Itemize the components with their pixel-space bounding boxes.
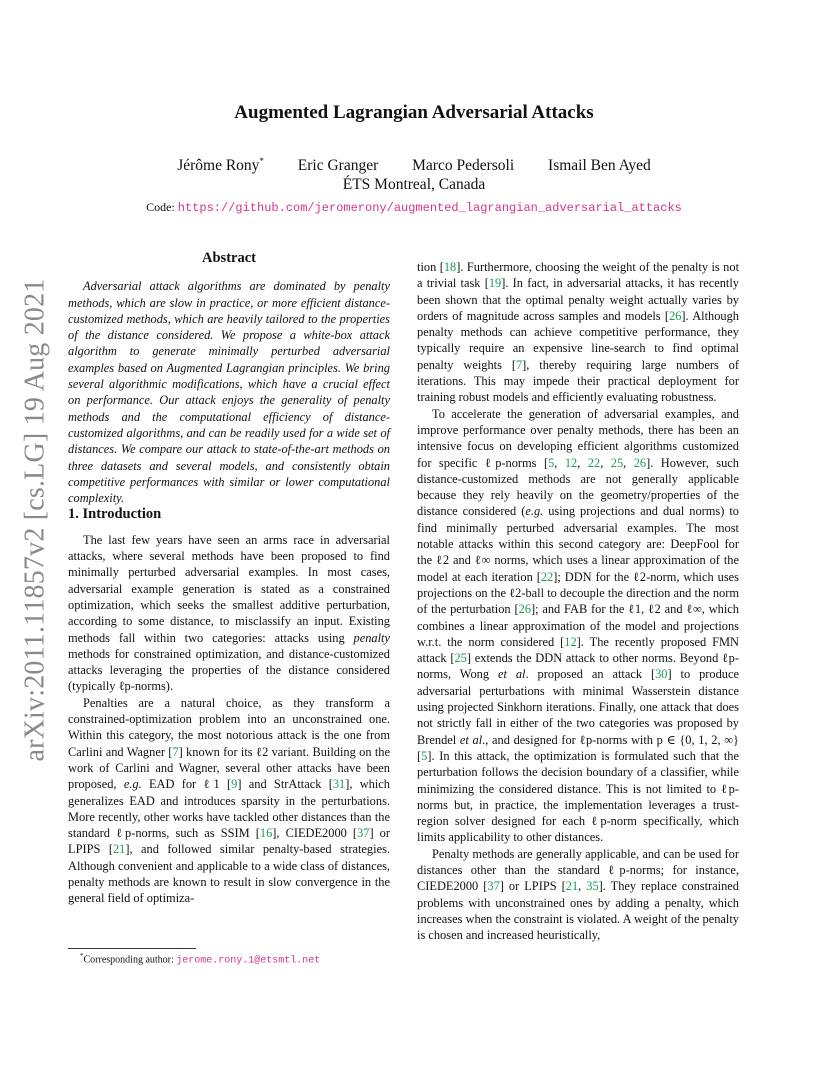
author-name: Jérôme Rony* (177, 156, 264, 175)
citation-link[interactable]: 5 (421, 748, 428, 763)
affiliation: ÉTS Montreal, Canada (342, 176, 486, 193)
citation-link[interactable]: 30 (655, 667, 668, 682)
body-paragraph: tion [18]. Furthermore, choosing the weight of the penalty is not a trivial task [19]. In fact, in adversarial attacks, it has recently been shown that the optimal penalty weight actually varies by orders of magnitude across samples and models [26]. Although penalty methods can achieve competitive performance, they typically require an expensive line-search to find optimal penalty weights [7], thereby requiring large numbers of iterations. This may impede their practical deployment for training robust models and efficiently evaluating robustness. (417, 260, 740, 405)
citation-link[interactable]: 21 (565, 879, 579, 894)
citation-link[interactable]: 37 (357, 826, 370, 841)
footnote-mark: * (80, 952, 84, 960)
abstract-text: Adversarial attack algorithms are dominated by penalty methods, which are slow in practice, or more efficient distance-customized methods, which are heavily tailored to the properties of the distance considered. We propose a white-box attack algorithm to generate minimally perturbed adversarial examples based on Augmented Lagrangian principles. We bring several algorithmic modifications, which have a crucial effect on performance. Our attack enjoys the generality of penalty methods and the computational efficiency of distance-customized algorithms, and can be readily used for a wide set of distances. We compare our attack to state-of-the-art methods on three datasets and several models, and consistently obtain competitive performances with similar or lower computational complexity. (68, 279, 390, 506)
corresponding-mark: * (259, 156, 264, 166)
author-name: Ismail Ben Ayed (548, 157, 651, 175)
body-paragraph: To accelerate the generation of adversarial examples, and improve performance over penalty methods, there has been an intensive focus on developing efficient algorithms customized for specific ℓp-norms [5, 12, 22, 25, 26]. However, such distance-customized methods are not generally applicable because they rely heavily on the geometry/properties of the distance considered (e.g. using projections and dual norms) to find minimally perturbed adversarial examples. The most notable attacks within this second category are: DeepFool for the ℓ2 and ℓ∞ norms, which uses a linear approximation of the model at each iteration [22]; DDN for the ℓ2-norm, which uses projections on the ℓ2-ball to decouple the direction and the norm of the perturbation [26]; and FAB for the ℓ1, ℓ2 and ℓ∞, which combines a linear approximation of the model and projections w.r.t. the norm considered [12]. The recently proposed FMN attack [25] extends the DDN attack to other norms. Beyond ℓp-norms, Wong et al. proposed an attack [30] to produce adversarial perturbations with minimal Wasserstein distance using projected Sinkhorn iterations. Finally, one attack that does not strictly fall in either of the two categories was proposed by Brendel et al., and designed for ℓp-norms with p ∈ {0, 1, 2, ∞} [5]. In this attack, the optimization is formulated such that the perturbation follows the decision boundary of a classifier, while minimizing the considered distance. This is not limited to ℓp-norms but, in practice, the implementation leverages a trust-region solver designed for each ℓp-norm specifically, which limits applicability to other distances. (417, 406, 739, 845)
body-paragraph: Penalty methods are generally applicable, and can be used for distances other than the standard ℓp-norms; for instance, CIEDE2000 [37] or LPIPS [21, 35]. They replace constrained problems with unconstrained ones by adding a penalty, which increases when the constraint is violated. A weight of the penalty is chosen and increased heuristically, (417, 846, 739, 943)
author-name: Marco Pedersoli (412, 157, 515, 175)
code-url-link[interactable]: https://github.com/jeromerony/augmented_lagrangian_adversarial_attacks (177, 201, 682, 215)
footnote (80, 952, 320, 966)
right-column (417, 259, 739, 943)
abstract-heading: Abstract (202, 250, 256, 266)
citation-link[interactable]: 25 (454, 651, 467, 666)
citation-link[interactable]: 7 (172, 744, 179, 759)
citation-link[interactable]: 22 (587, 455, 601, 470)
citation-link[interactable]: 16 (259, 826, 273, 841)
introduction-heading: 1. Introduction (68, 506, 162, 523)
citation-link[interactable]: 26 (633, 455, 647, 470)
citation-link[interactable]: 19 (488, 276, 502, 291)
citation-link[interactable]: 12 (564, 455, 578, 470)
citation-link[interactable]: 9 (231, 777, 238, 792)
email-link[interactable]: jerome.rony.1@etsmtl.net (176, 955, 321, 967)
author-list (0, 156, 828, 175)
citation-link[interactable]: 37 (487, 879, 500, 894)
author-name: Eric Granger (297, 157, 379, 175)
citation-link[interactable]: 35 (586, 879, 599, 894)
footnote-divider (68, 948, 196, 949)
arxiv-identifier (20, 278, 52, 762)
citation-link[interactable]: 25 (610, 455, 624, 470)
citation-link[interactable]: 26 (669, 308, 682, 323)
citation-link[interactable]: 7 (515, 357, 523, 372)
citation-link[interactable]: 26 (518, 602, 531, 617)
citation-link[interactable]: 21 (112, 842, 126, 857)
code-label: Code: (146, 200, 175, 214)
code-line (0, 200, 828, 215)
paper-title: Augmented Lagrangian Adversarial Attacks (234, 102, 594, 123)
citation-link[interactable]: 12 (564, 634, 577, 649)
citation-link[interactable]: 22 (540, 569, 554, 584)
intro-paragraph: Penalties are a natural choice, as they transform a constrained-optimization problem into an unconstrained one. Within this category, the most notorious attack is the one from Carlini and Wagner [7] known for its ℓ2 variant. Building on the work of Carlini and Wagner, several other attacks have been proposed, e.g. EAD for ℓ1 [9] and StrAttack [31], which generalizes EAD and introduces sparsity in the perturbations. More recently, other works have tackled other distances than the standard ℓp-norms, such as SSIM [16], CIEDE2000 [37] or LPIPS [21], and followed similar penalty-based strategies. Although convenient and applicable to a wide class of distances, penalty methods are known to result in slow convergence in the general field of optimiza- (68, 695, 390, 906)
left-column (68, 250, 390, 907)
citation-link[interactable]: 5 (548, 455, 555, 470)
citation-link[interactable]: 31 (332, 777, 346, 792)
citation-link[interactable]: 18 (443, 260, 457, 274)
footnote-label: Corresponding author: (83, 954, 177, 966)
intro-paragraph: The last few years have seen an arms race in adversarial attacks, where several methods have been proposed to find minimally perturbed adversarial examples. In most cases, adversarial example generation is stated as a constrained optimization, which seeks the smallest additive perturbation, according to some distance, to misclassify an input. Existing methods fall within two categories: attacks using penalty methods for constrained optimization, and distance-customized attacks leveraging the properties of the distance considered (typically ℓp-norms). (68, 532, 390, 694)
arxiv-id-text: arXiv:2011.11857v2 [cs.LG] 19 Aug 2021 (20, 278, 51, 762)
